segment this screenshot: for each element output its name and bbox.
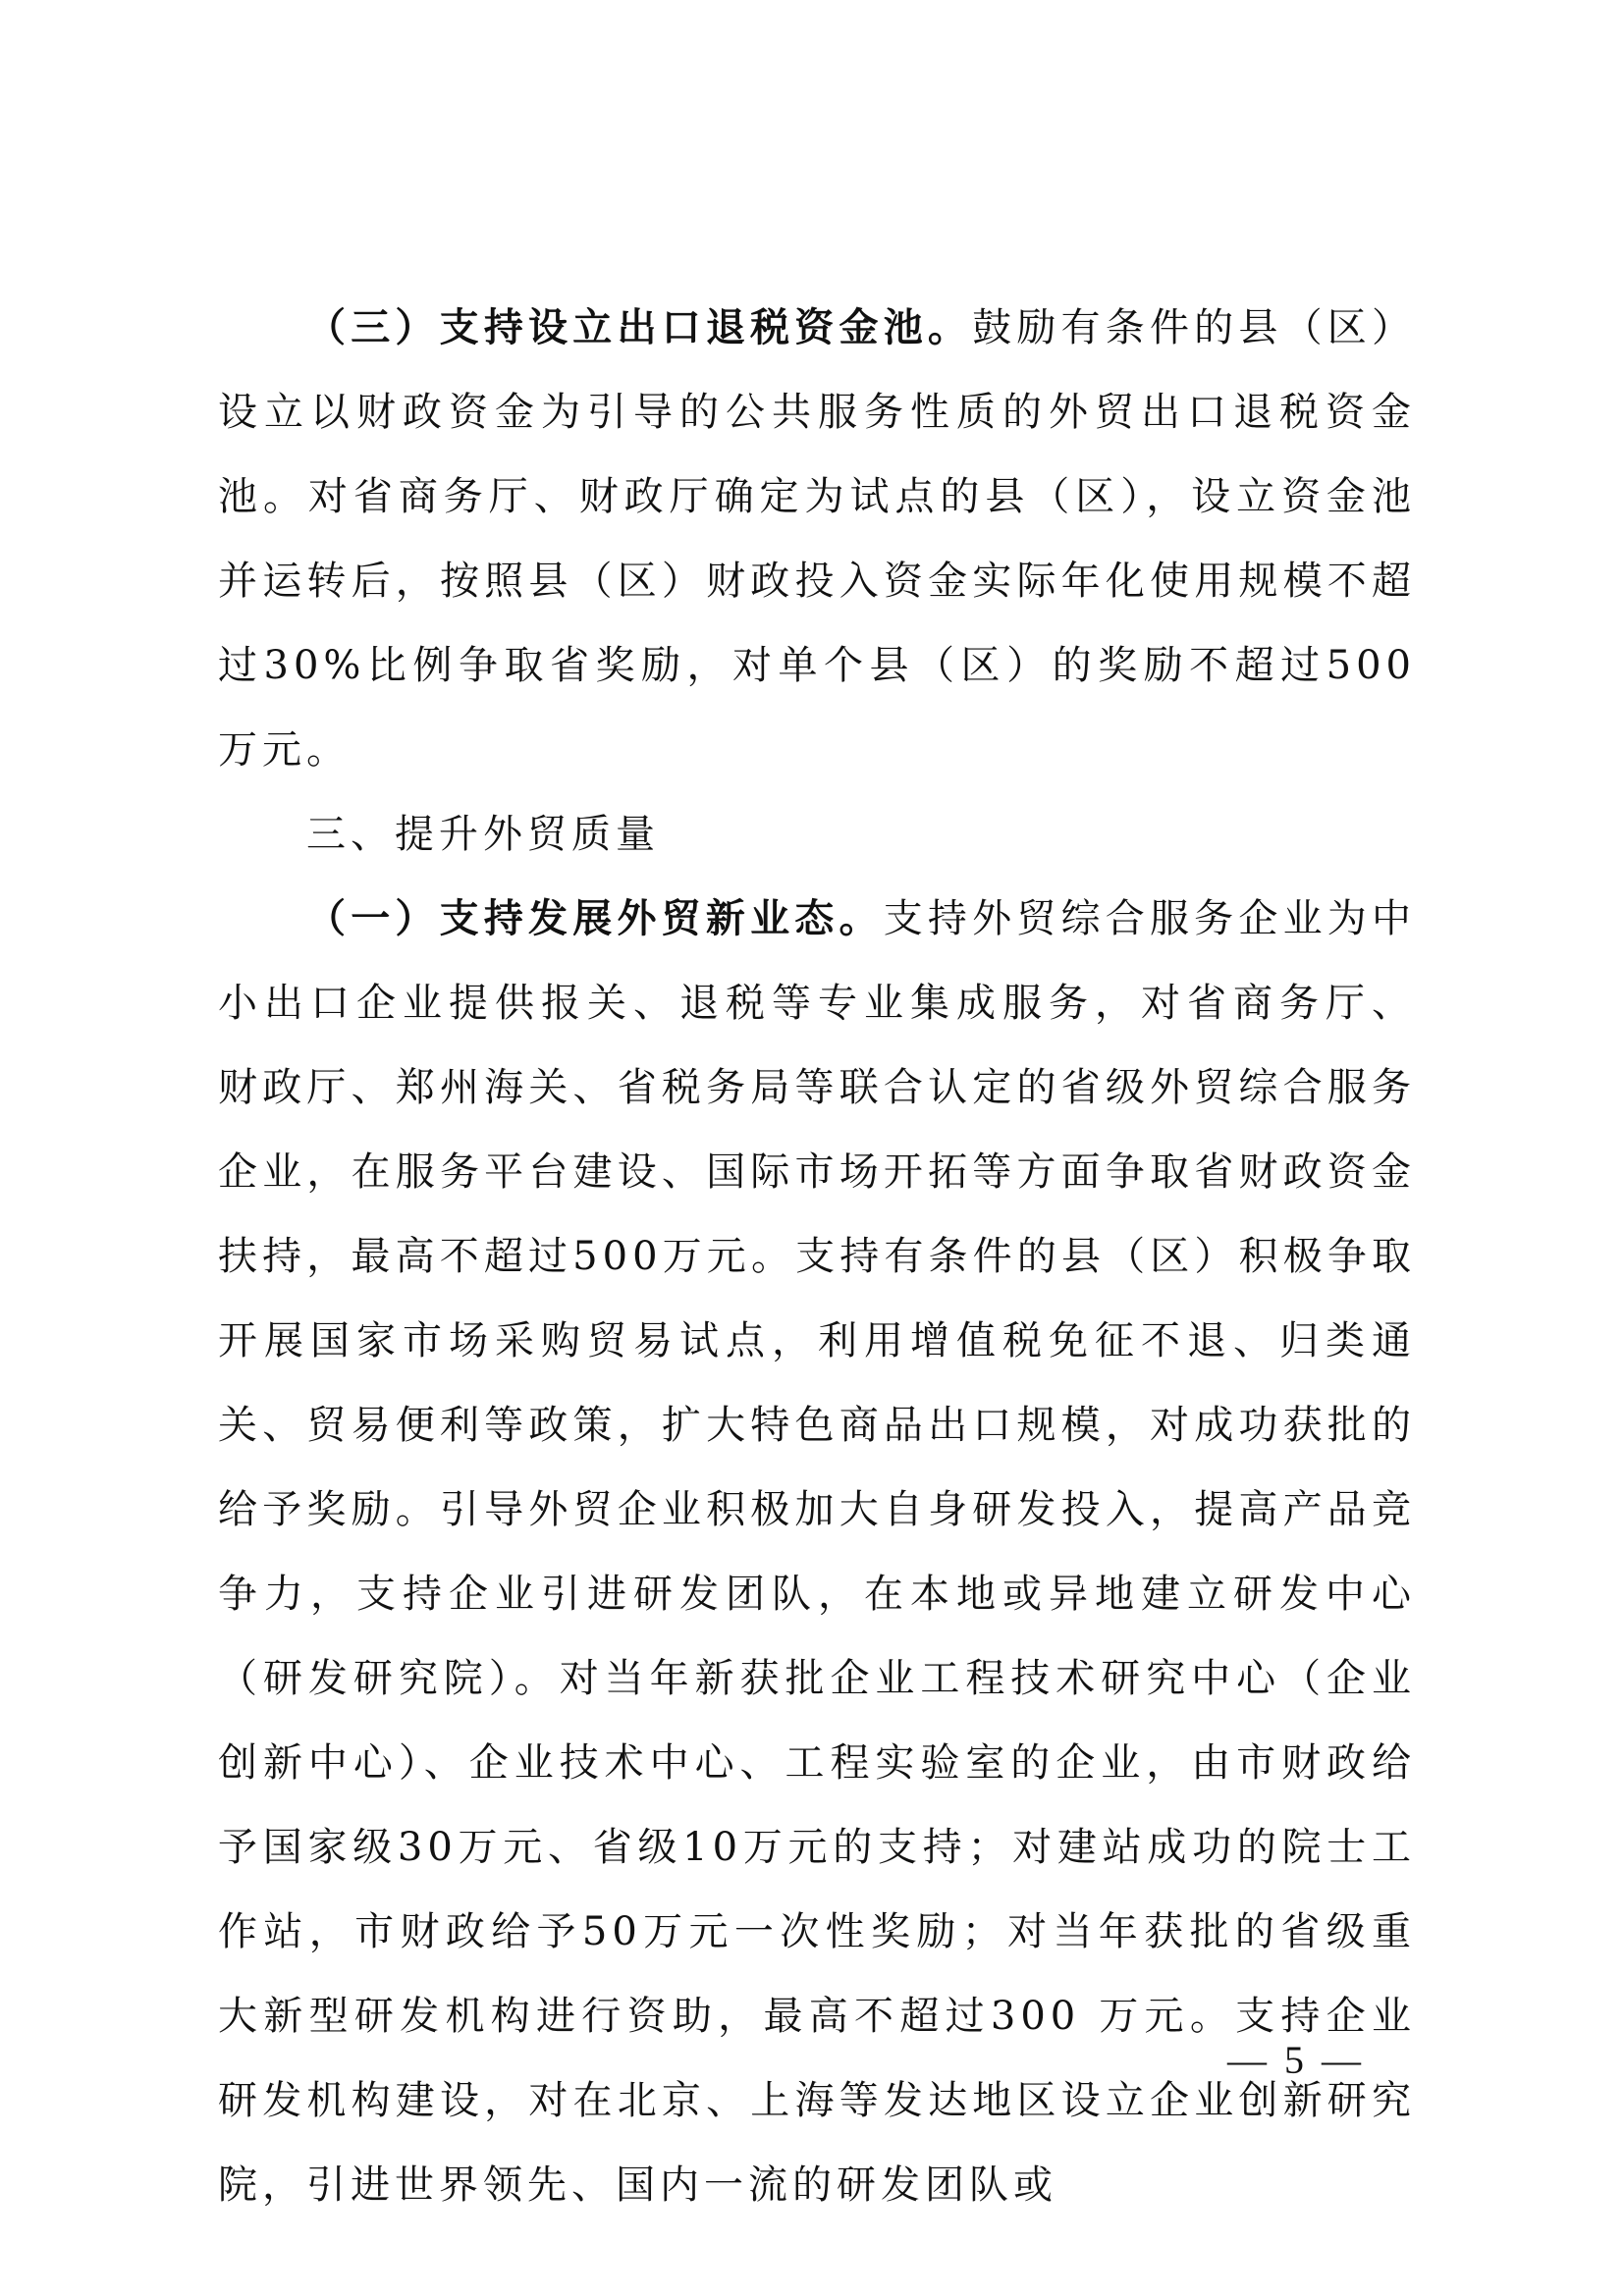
section-heading: 三、提升外贸质量	[306, 812, 660, 857]
paragraph-lead: （三）支持设立出口退税资金池。	[306, 305, 973, 350]
paragraph-new-trade-formats	[218, 877, 1416, 2227]
paragraph-text: 支持外贸综合服务企业为中小出口企业提供报关、退税等专业集成服务，对省商务厅、 财政厅、郑州海关、省税务局等联合认定的省级外贸综合服务企业，在服务平台建设、国际市场开拓等方面争取省财政资金扶持，最高不超过500万元。支持有条件的县（区）积极争取开展国家市场采购贸易试点，利用增值税免征不退、归类通关、贸易便利等政策，扩大特色商品出口规模，对成功获批的给予奖励。引导外贸企业积极加大自身研发投入，提高产品竞争力，支持企业引进研发团队，在本地或异地建立研发中心（研发研究院）。对当年新获批企业工程技术研究中心（企业创新中心）、企业技术中心、工程实验室的企业，由市财政给予国家级30万元、省级10万元的支持；对建站成功的院士工作站，市财政给予50万元一次性奖励；对当年获批的省级重大新型研发机构进行资助，最高不超过300 万元。支持企业研发机构建设，对在北京、上海等发达地区设立企业创新研究院，引进世界领先、国内一流的研发团队或	[218, 896, 1417, 2208]
paragraph-text: 鼓励有条件的县（区）设立以财政资金为引导的公共服务性质的外贸出口退税资金池。对省商务厅、财政厅确定为试点的县（区），设立资金池并运转后，按照县（区）财政投入资金实际年化使用规模不超过30%比例争取省奖励，对单个县（区）的奖励不超过500万元。	[218, 305, 1416, 773]
paragraph-export-tax-refund-pool	[218, 286, 1416, 792]
page-number: — 5 —	[1227, 2038, 1365, 2082]
document-body	[218, 286, 1416, 2227]
paragraph-lead: （一）支持发展外贸新业态。	[306, 896, 884, 941]
